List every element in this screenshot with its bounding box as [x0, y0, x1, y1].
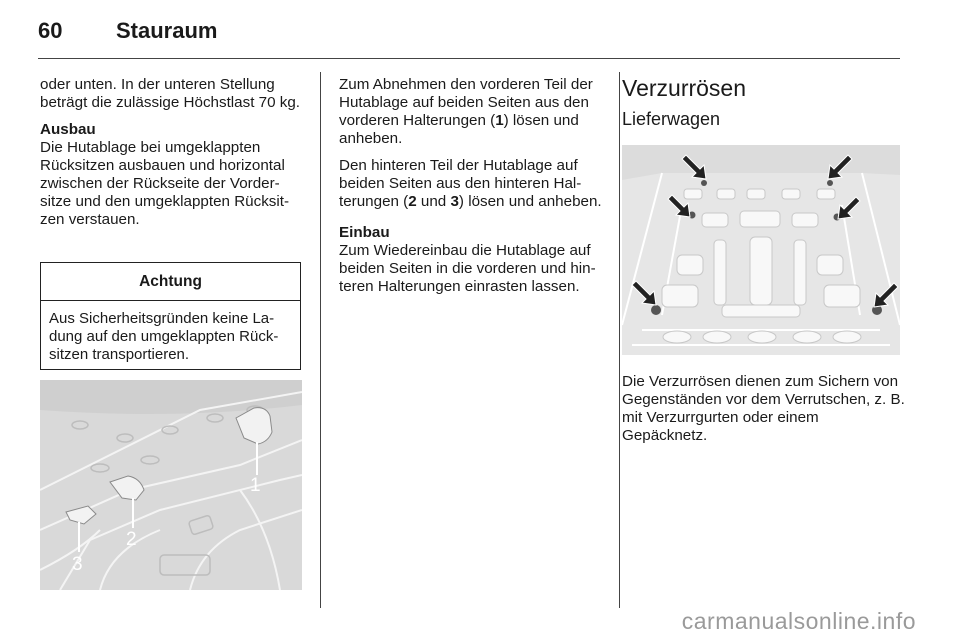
lashing-caption — [622, 373, 907, 454]
column-divider-1 — [320, 72, 321, 608]
einbau-paragraph: Zum Wiedereinbau die Hutablage auf beiden Seiten in die vorderen und hinteren Halterungen einrasten lassen. — [339, 242, 596, 295]
figure-label-1: 1 — [250, 475, 261, 496]
section-heading-verzurroesen: Verzurrösen — [622, 75, 747, 101]
warning-text: Aus Sicherheitsgründen keine Ladung auf den umgeklappten Rücksitzen transportieren. — [49, 310, 279, 363]
page-header — [38, 16, 217, 46]
column-3 — [622, 74, 904, 140]
parcel-shelf-figure — [40, 380, 302, 590]
column-divider-2 — [619, 72, 620, 608]
section-title: Stauraum — [116, 18, 218, 43]
einbau-heading: Einbau — [339, 224, 390, 241]
rear-removal-paragraph: Den hinteren Teil der Hutablage auf beiden Seiten aus den hinteren Halterungen (2 und 3) lösen und anheben. — [339, 157, 602, 210]
ausbau-paragraph: Die Hutablage bei umgeklappten Rücksitzen ausbauen und horizontal zwischen der Rückseite der Vordersitze und den umgeklappten Rücksitzen verstauen. — [40, 139, 290, 228]
column-2 — [339, 76, 605, 305]
intro-paragraph: oder unten. In der unteren Stellung beträgt die zulässige Höchstlast 70 kg. — [40, 76, 301, 111]
figure-label-3: 3 — [72, 554, 83, 575]
figure-label-2: 2 — [126, 529, 137, 550]
column-1 — [40, 76, 304, 238]
cargo-floor-illustration — [622, 145, 900, 355]
ausbau-heading: Ausbau — [40, 121, 96, 138]
parcel-shelf-illustration — [40, 380, 302, 590]
header-divider — [38, 58, 900, 59]
page-number: 60 — [38, 18, 63, 43]
lashing-eyes-figure — [622, 145, 900, 355]
watermark-text: carmanualsonline.info — [681, 608, 916, 634]
warning-title: Achtung — [41, 263, 300, 301]
warning-box — [40, 262, 301, 370]
lashing-caption-text: Die Verzurrösen dienen zum Sichern von Gegenständen vor dem Verrutschen, z. B. mit Verzurrgurten oder einem Gepäcknetz. — [622, 373, 905, 444]
subheading-lieferwagen: Lieferwagen — [622, 109, 721, 129]
removal-paragraph: Zum Abnehmen den vorderen Teil der Hutablage auf beiden Seiten aus den vorderen Halterungen (1) lösen und anheben. — [339, 76, 593, 147]
